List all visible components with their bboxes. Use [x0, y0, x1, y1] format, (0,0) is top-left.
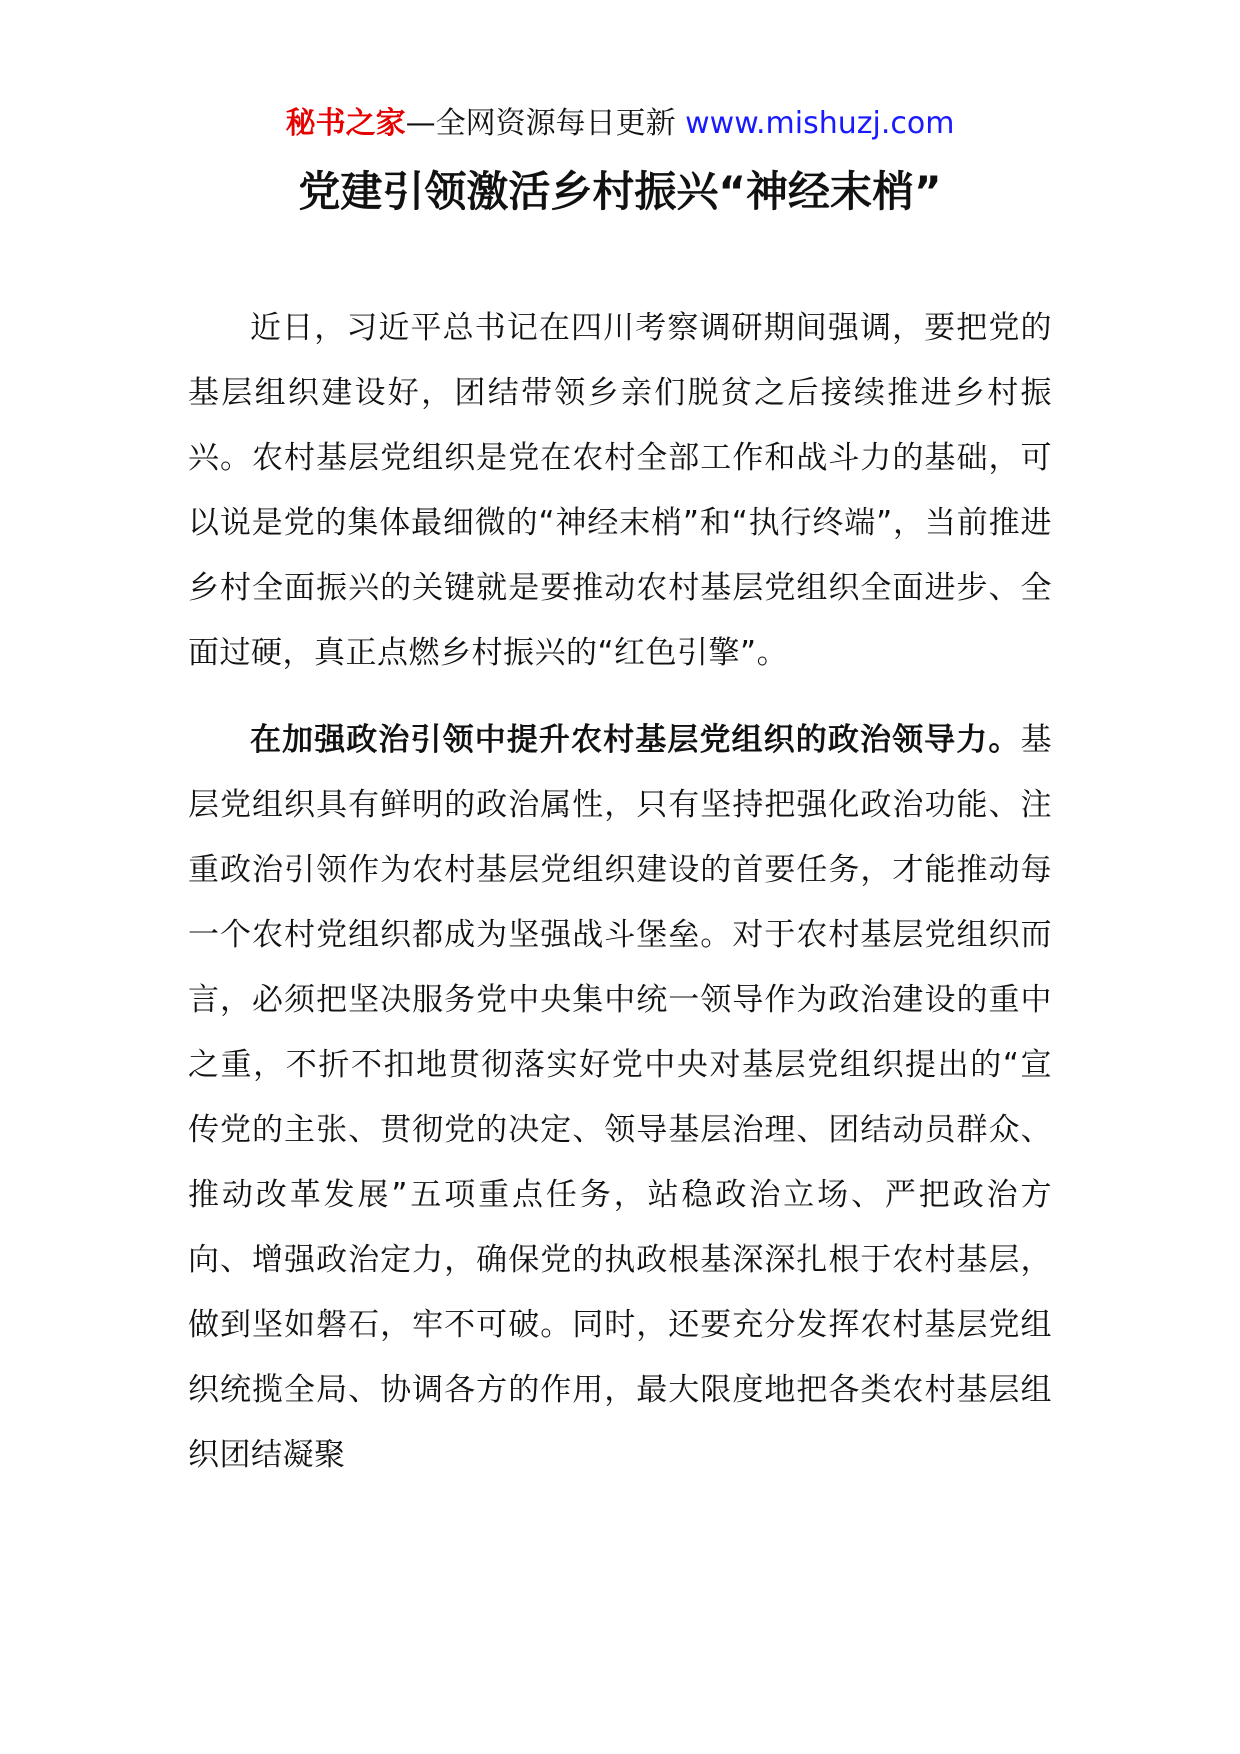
paragraph-text: 基层党组织具有鲜明的政治属性，只有坚持把强化政治功能、注重政治引领作为农村基层党组织建设的首要任务，才能推动每一个农村党组织都成为坚强战斗堡垒。对于农村基层党组织而言，必须把坚决服务党中央集中统一领导作为政治建设的重中之重，不折不扣地贯彻落实好党中央对基层党组织提出的“宣传党的主张、贯彻党的决定、领导基层治理、团结动员群众、推动改革发展”五项重点任务，站稳政治立场、严把政治方向、增强政治定力，确保党的执政根基深深扎根于农村基层，做到坚如磐石，牢不可破。同时，还要充分发挥农村基层党组织统揽全局、协调各方的作用，最大限度地把各类农村基层组织团结凝聚 [188, 722, 1052, 1473]
site-name: 秘书之家 [285, 106, 406, 141]
paragraph-text: 近日，习近平总书记在四川考察调研期间强调，要把党的基层组织建设好，团结带领乡亲们脱贫之后接续推进乡村振兴。农村基层党组织是党在农村全部工作和战斗力的基础，可以说是党的集体最细微的“神经末梢”和“执行终端”，当前推进乡村全面振兴的关键就是要推动农村基层党组织全面进步、全面过硬，真正点燃乡村振兴的“红色引擎”。 [188, 310, 1052, 671]
site-banner [0, 102, 1240, 146]
paragraph-intro [188, 296, 1052, 686]
site-slogan: —全网资源每日更新 [405, 106, 686, 141]
article-title: 党建引领激活乡村振兴“神经末梢” [298, 167, 942, 216]
paragraph-political-leadership [188, 708, 1052, 1488]
article-body [188, 296, 1052, 1488]
paragraph-lead: 在加强政治引领中提升农村基层党组织的政治领导力。 [250, 722, 1021, 758]
site-url-link[interactable]: www.mishuzj.com [685, 106, 955, 141]
